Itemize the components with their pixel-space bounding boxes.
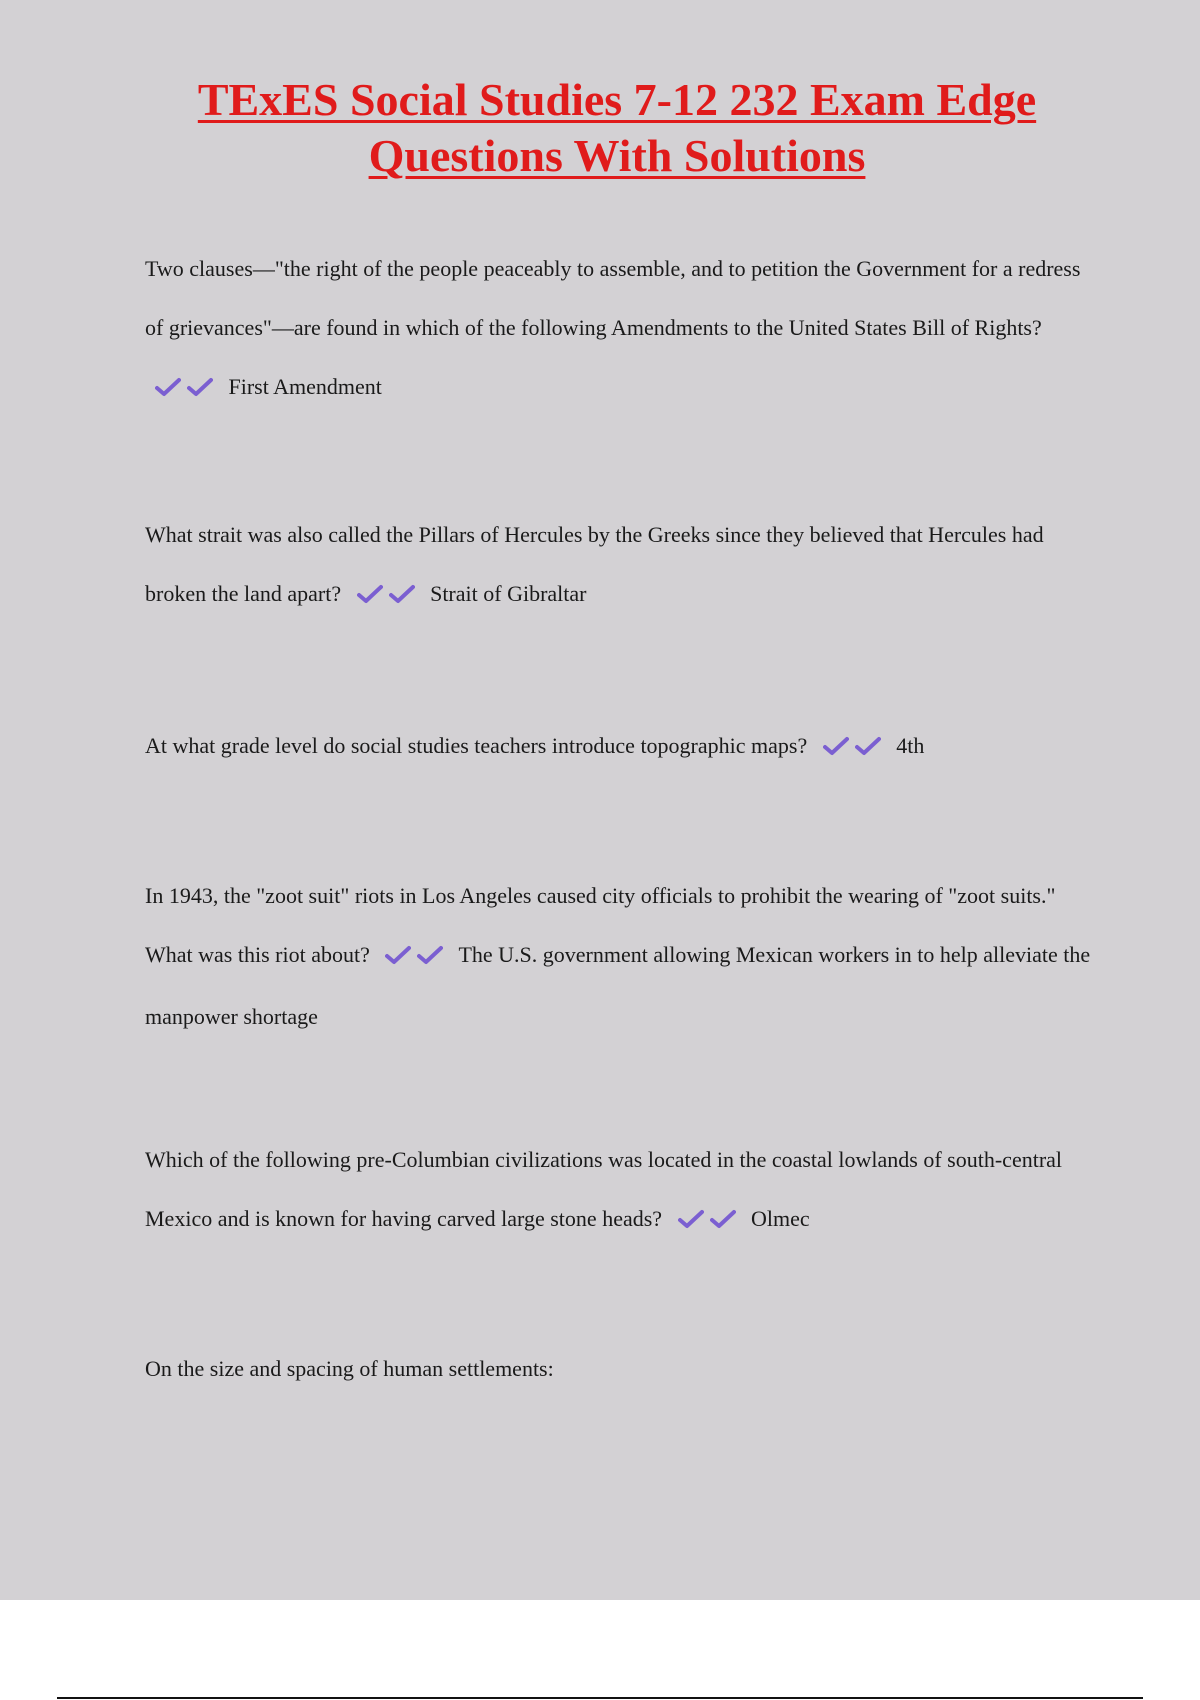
checkmark-icon: [823, 736, 849, 756]
answer-checkmarks: [357, 567, 421, 626]
footer-divider: [57, 1697, 1143, 1699]
answer-checkmarks: [823, 719, 887, 778]
answer-text: 4th: [896, 733, 925, 758]
checkmark-icon: [389, 584, 415, 604]
qa-item: [145, 239, 1095, 419]
answer-checkmarks: [385, 928, 449, 987]
checkmark-icon: [855, 736, 881, 756]
checkmark-icon: [710, 1209, 736, 1229]
checkmark-icon: [187, 377, 213, 397]
qa-item: [145, 1339, 1095, 1398]
answer-checkmarks: [678, 1192, 742, 1251]
answer-text: Olmec: [751, 1206, 810, 1231]
answer-checkmarks: [155, 360, 219, 419]
question-text: What strait was also called the Pillars of Hercules by the Greeks since they believed that Hercules had broken the land apart?: [145, 522, 1044, 606]
qa-item: [145, 505, 1095, 626]
question-text: Which of the following pre-Columbian civilizations was located in the coastal lowlands of south-central Mexico and is known for having carved large stone heads?: [145, 1147, 1063, 1231]
question-text: On the size and spacing of human settlements:: [145, 1356, 554, 1381]
document-title: TExES Social Studies 7-12 232 Exam Edge Questions With Solutions: [197, 74, 1037, 181]
checkmark-icon: [155, 377, 181, 397]
qa-item: [145, 866, 1095, 1046]
answer-text: Strait of Gibraltar: [430, 581, 587, 606]
checkmark-icon: [357, 584, 383, 604]
answer-text: The U.S. government allowing Mexican workers in to help alleviate the manpower shortage: [145, 942, 1091, 1029]
question-text: In 1943, the "zoot suit" riots in Los Angeles caused city officials to prohibit the wearing of "zoot suits." What was this riot about?: [145, 883, 1056, 967]
checkmark-icon: [417, 945, 443, 965]
checkmark-icon: [678, 1209, 704, 1229]
question-text: At what grade level do social studies teachers introduce topographic maps?: [145, 733, 808, 758]
qa-item: [145, 1130, 1095, 1251]
question-text: Two clauses—"the right of the people peaceably to assemble, and to petition the Government for a redress of grievances"—are found in which of the following Amendments to the United States Bill of Rights?: [145, 256, 1081, 340]
checkmark-icon: [385, 945, 411, 965]
qa-item: [145, 716, 1095, 778]
answer-text: First Amendment: [228, 374, 382, 399]
